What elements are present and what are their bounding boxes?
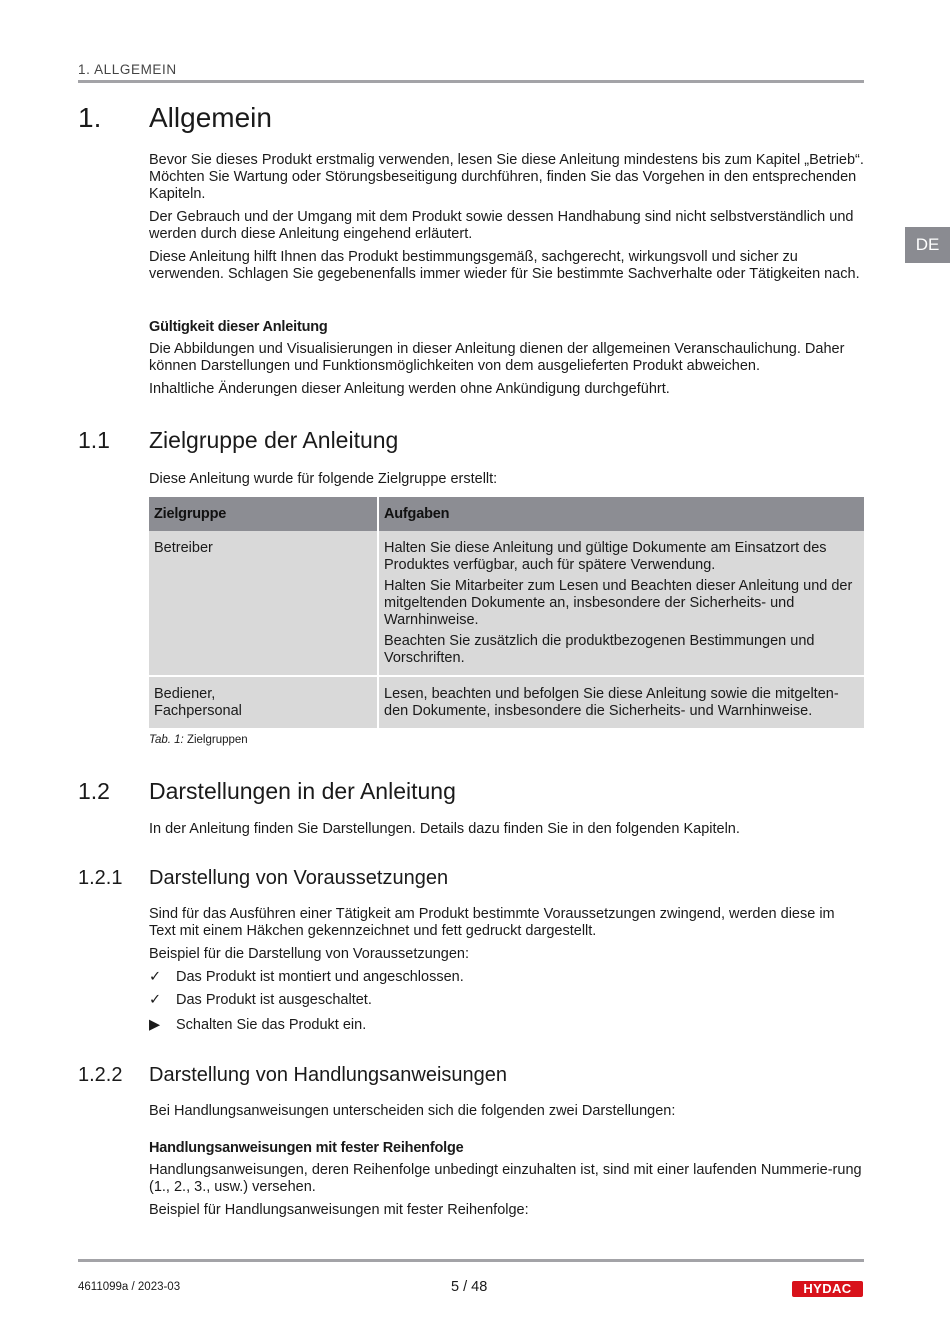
- list-item: [149, 992, 864, 1009]
- target-group-cell: Betreiber: [149, 531, 378, 676]
- checkmark-icon: ✓: [149, 969, 162, 985]
- column-header-target-group: Zielgruppe: [149, 497, 378, 531]
- document-number: 4611099a / 2023-03: [78, 1281, 181, 1293]
- section-number: 1.2: [78, 778, 110, 804]
- paragraph: Die Abbildungen und Visualisierungen in dieser Anleitung dienen der allgemeinen Veranschaulichung. Daher können Darstellungen und Funktionsmöglichkeiten von dem ausgelieferten Produkt abweichen.: [149, 341, 845, 374]
- section-title: Allgemein: [149, 102, 272, 133]
- language-tab: DE: [905, 227, 950, 263]
- running-header: 1. ALLGEMEIN: [78, 62, 177, 77]
- task-text: Halten Sie Mitarbeiter zum Lesen und Beachten dieser Anleitung und der mitgeltenden Dokumente an, insbesondere der Sicherheits- und Warnhinweise.: [384, 578, 853, 628]
- target-group-line: Bediener,: [154, 686, 216, 702]
- section-title: Darstellung von Voraussetzungen: [149, 867, 449, 889]
- target-group-cell: [149, 676, 378, 728]
- list-item: [149, 969, 864, 986]
- fixed-order-heading: Handlungsanweisungen mit fester Reihenfolge: [149, 1140, 464, 1156]
- validity-heading: Gültigkeit dieser Anleitung: [149, 319, 328, 335]
- caption-label: Tab. 1:: [149, 734, 184, 746]
- page-number: 5 / 48: [451, 1279, 488, 1295]
- paragraph: In der Anleitung finden Sie Darstellungen. Details dazu finden Sie in den folgenden Kapiteln.: [149, 821, 740, 837]
- section-number: 1.: [78, 102, 102, 133]
- section-title: Zielgruppe der Anleitung: [149, 427, 399, 453]
- triangle-right-icon: ▶: [149, 1017, 161, 1033]
- section-title: Darstellungen in der Anleitung: [149, 778, 456, 804]
- section-1-2-2-intro: [149, 1103, 864, 1126]
- paragraph: Beispiel für Handlungsanweisungen mit fester Reihenfolge:: [149, 1202, 529, 1218]
- section-number: 1.2.2: [78, 1064, 123, 1086]
- header-rule: [78, 80, 864, 83]
- task-text: Beachten Sie zusätzlich die produktbezogenen Bestimmungen und Vorschriften.: [384, 633, 815, 666]
- section-1-2-intro: [149, 821, 864, 844]
- footer-rule: [78, 1259, 864, 1262]
- paragraph: Diese Anleitung hilft Ihnen das Produkt bestimmungsgemäß, sachgerecht, wirkungsvoll und sicher zu verwenden. Schlagen Sie gegebenenfalls immer wieder für Sie bestimmte Sachverhalte oder Tätigkeiten nach.: [149, 249, 860, 282]
- task-text: Lesen, beachten und befolgen Sie diese Anleitung sowie die mitgelten-den Dokumente, insbesondere die Sicherheits- und Warnhinweise.: [384, 686, 839, 719]
- column-header-tasks: Aufgaben: [378, 497, 864, 531]
- section-number: 1.2.1: [78, 867, 123, 889]
- fixed-order-block: [149, 1140, 864, 1225]
- section-1-body: [149, 152, 864, 289]
- checkmark-icon: ✓: [149, 992, 162, 1008]
- paragraph: Bevor Sie dieses Produkt erstmalig verwenden, lesen Sie diese Anleitung mindestens bis zum Kapitel „Betrieb“. Möchten Sie Wartung oder Störungsbeseitigung durchführen, finden Sie das Vorgehen in den entsprechenden Kapiteln.: [149, 152, 864, 202]
- paragraph: Bei Handlungsanweisungen unterscheiden sich die folgenden zwei Darstellungen:: [149, 1103, 676, 1119]
- paragraph: Handlungsanweisungen, deren Reihenfolge unbedingt einzuhalten ist, sind mit einer laufenden Nummerie-rung (1., 2., 3., usw.) versehen.: [149, 1162, 862, 1195]
- target-group-line: Fachpersonal: [154, 703, 242, 719]
- logo-text: HYDAC: [803, 1281, 852, 1296]
- table-header-row: [149, 497, 864, 531]
- section-number: 1.1: [78, 427, 110, 453]
- paragraph: Beispiel für die Darstellung von Voraussetzungen:: [149, 946, 469, 962]
- paragraph: Der Gebrauch und der Umgang mit dem Produkt sowie dessen Handhabung sind nicht selbstverständlich und werden durch diese Anleitung eingehend erläutert.: [149, 209, 854, 242]
- hydac-logo: [792, 1281, 863, 1297]
- validity-block: [149, 319, 864, 404]
- paragraph: Sind für das Ausführen einer Tätigkeit am Produkt bestimmte Voraussetzungen zwingend, werden diese im Text mit einem Häkchen gekennzeichnet und fett gedruckt dargestellt.: [149, 906, 835, 939]
- tasks-cell: [378, 531, 864, 676]
- paragraph: Inhaltliche Änderungen dieser Anleitung werden ohne Ankündigung durchgeführt.: [149, 381, 670, 397]
- list-item: [149, 1017, 864, 1034]
- caption-text: Zielgruppen: [186, 734, 248, 746]
- paragraph: Diese Anleitung wurde für folgende Zielgruppe erstellt:: [149, 471, 498, 487]
- task-text: Halten Sie diese Anleitung und gültige Dokumente am Einsatzort des Produktes verfügbar, auch für spätere Verwendung.: [384, 540, 827, 573]
- list-item-text: Das Produkt ist ausgeschaltet.: [176, 992, 372, 1008]
- target-group-table: [149, 497, 864, 728]
- list-item-text: Das Produkt ist montiert und angeschlossen.: [176, 969, 464, 985]
- table-row: [149, 676, 864, 728]
- table-row: [149, 531, 864, 676]
- section-1-1-intro: [149, 471, 864, 494]
- tasks-cell: [378, 676, 864, 728]
- list-item-text: Schalten Sie das Produkt ein.: [176, 1017, 367, 1033]
- section-1-2-1-body: [149, 906, 864, 1040]
- table-caption: [149, 734, 248, 746]
- section-title: Darstellung von Handlungsanweisungen: [149, 1064, 508, 1086]
